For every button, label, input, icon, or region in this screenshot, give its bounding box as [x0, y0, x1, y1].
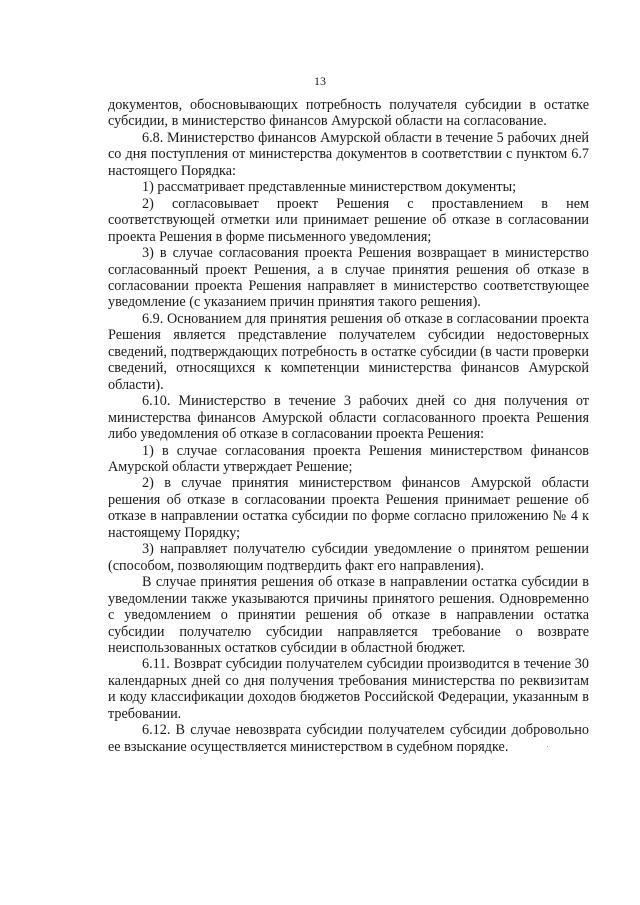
paragraph-6-9: 6.9. Основанием для принятия решения об отказе в согласовании проекта Решения является представление получателем субсидии недостоверных сведений, подтверждающих потребность в остатке субсидии (в части проверки сведений, относящихся к компетенции министерства финансов Амурской области). — [108, 310, 589, 393]
list-item: 2) согласовывает проект Решения с проставлением в нем соответствующей отметки или принимает решение об отказе в согласовании проекта Решения в форме письменного уведомления; — [108, 195, 589, 245]
list-item: 2) в случае принятия министерством финансов Амурской области решения об отказе в согласовании проекта Решения принимает решение об отказе в направлении остатка субсидии по форме согласно приложению № 4 к настоящему Порядку; — [108, 475, 589, 541]
scan-dot — [547, 746, 548, 747]
list-item: 1) в случае согласования проекта Решения министерством финансов Амурской области утверждает Решение; — [108, 442, 589, 475]
list-item: 3) в случае согласования проекта Решения возвращает в министерство согласованный проект Решения, а в случае принятия решения об отказе в согласовании проекта Решения направляет в министерство соответствующее уведомление (с указанием причин принятия такого решения). — [108, 245, 589, 311]
paragraph-6-10: 6.10. Министерство в течение 3 рабочих дней со дня получения от министерства финансов Амурской области согласованного проекта Решения либо уведомления об отказе в согласовании проекта Решения: — [108, 393, 589, 443]
document-body — [108, 97, 589, 755]
page-number: 13 — [314, 74, 326, 88]
paragraph-6-8: 6.8. Министерство финансов Амурской области в течение 5 рабочих дней со дня поступления от министерства документов в соответствии с пунктом 6.7 настоящего Порядка: — [108, 129, 589, 179]
paragraph: документов, обосновывающих потребность получателя субсидии в остатке субсидии, в министерство финансов Амурской области на согласование. — [108, 97, 589, 130]
paragraph: В случае принятия решения об отказе в направлении остатка субсидии в уведомлении также указываются причины принятого решения. Одновременно с уведомлением о принятии решения об отказе в направлении остатка субсидии получателю субсидии направляется требование о возврате неиспользованных остатков субсидии в областной бюджет. — [108, 574, 589, 656]
paragraph-6-11: 6.11. Возврат субсидии получателем субсидии производится в течение 30 календарных дней со дня получения требования министерства по реквизитам и коду классификации доходов бюджетов Российской Федерации, указанным в требовании. — [108, 656, 589, 722]
paragraph-6-12: 6.12. В случае невозврата субсидии получателем субсидии добровольно ее взыскание осуществляется министерством в судебном порядке. — [108, 722, 589, 755]
list-item: 3) направляет получателю субсидии уведомление о принятом решении (способом, позволяющим подтвердить факт его направления). — [108, 541, 589, 574]
list-item: 1) рассматривает представленные министерством документы; — [142, 179, 517, 196]
